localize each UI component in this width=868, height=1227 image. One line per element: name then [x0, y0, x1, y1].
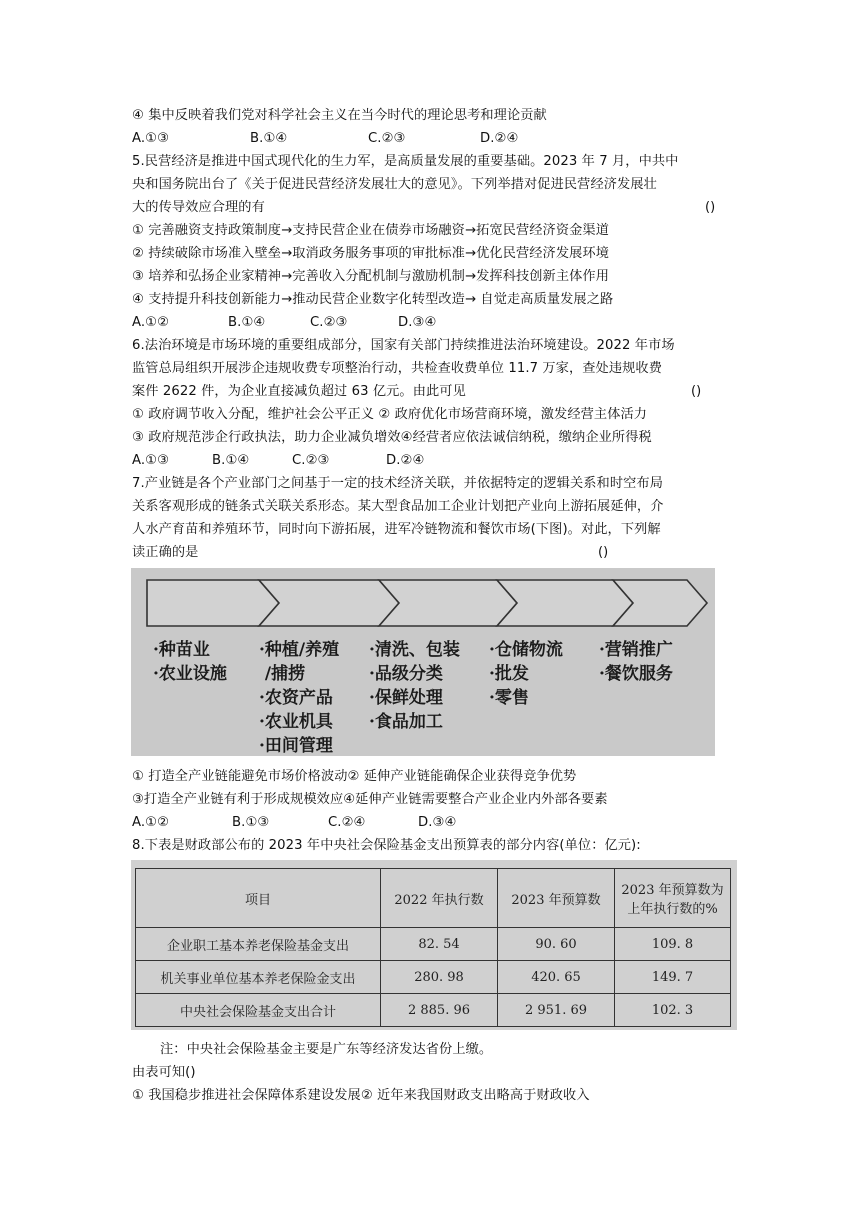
- q5-options: [132, 314, 436, 332]
- q6-statement-line-1: ① 政府调节收入分配，维护社会公平正义 ② 政府优化市场营商环境，激发经营主体活力: [132, 407, 648, 422]
- q6-option-c: C.②③: [292, 453, 330, 468]
- q4-option-d: D.②④: [480, 131, 519, 146]
- stage-item: /捕捞: [259, 664, 306, 684]
- stage-item: ·零售: [489, 688, 529, 708]
- row-2022: 2 885. 96: [381, 994, 498, 1027]
- stage-item: ·批发: [489, 664, 529, 684]
- q6-stem-line-3: 案件 2622 件，为企业直接减负超过 63 亿元。由此可见: [132, 384, 466, 399]
- q8-lead: 由表可知(): [132, 1065, 196, 1080]
- industry-chain-figure: [131, 568, 715, 756]
- q7-answer-paren: (): [598, 545, 609, 560]
- chain-arrow-4: [497, 580, 633, 626]
- q6-option-a: A.①③: [132, 453, 170, 468]
- table-header-row: [136, 869, 731, 928]
- q6-options: [132, 452, 424, 470]
- row-item: 机关事业单位基本养老保险金支出: [136, 961, 381, 994]
- q6-option-d: D.②④: [386, 453, 425, 468]
- q5-stem-line-3: 大的传导效应合理的有: [132, 200, 265, 215]
- q5-statement-4: ④ 支持提升科技创新能力→推动民营企业数字化转型改造→ 自觉走高质量发展之路: [132, 292, 614, 307]
- q5-statement-3: ③ 培养和弘扬企业家精神→完善收入分配机制与激励机制→发挥科技创新主体作用: [132, 269, 609, 284]
- row-2023: 420. 65: [498, 961, 615, 994]
- q4-statement-4: ④ 集中反映着我们党对科学社会主义在当今时代的理论思考和理论贡献: [132, 108, 547, 123]
- row-ratio: 149. 7: [615, 961, 731, 994]
- header-ratio-line-1: 2023 年预算数为: [621, 883, 724, 898]
- header-item: 项目: [136, 869, 381, 928]
- q4-options: [132, 130, 518, 148]
- stage-item: ·农资产品: [259, 688, 333, 708]
- stage-seedling: [153, 638, 227, 686]
- header-ratio-line-2: 上年执行数的%: [627, 902, 718, 917]
- stage-item: ·营销推广: [599, 640, 673, 660]
- budget-table-image: [131, 860, 737, 1030]
- row-ratio: 102. 3: [615, 994, 731, 1027]
- header-2022: 2022 年执行数: [381, 869, 498, 928]
- q6-statement-line-2: ③ 政府规范涉企行政执法，助力企业减负增效④经营者应依法诚信纳税，缴纳企业所得税: [132, 430, 652, 445]
- stage-item: ·餐饮服务: [599, 664, 673, 684]
- stage-item: ·仓储物流: [489, 640, 563, 660]
- stage-logistics: [489, 638, 563, 710]
- stage-item: ·农业机具: [259, 712, 333, 732]
- q7-stem-line-3: 人水产育苗和养殖环节，同时向下游拓展，进军冷链物流和餐饮市场(下图)。对此，下列解: [132, 522, 661, 537]
- stage-marketing: [599, 638, 673, 686]
- stage-item: ·清洗、包装: [369, 640, 460, 660]
- header-2023: 2023 年预算数: [498, 869, 615, 928]
- q6-stem-line-2: 监管总局组织开展涉企违规收费专项整治行动，共检查收费单位 11.7 万家，查处违规收费: [132, 361, 662, 376]
- budget-table: [135, 868, 731, 1027]
- q6-answer-paren: (): [691, 384, 702, 399]
- q7-option-c: C.②④: [328, 815, 366, 830]
- row-item: 中央社会保险基金支出合计: [136, 994, 381, 1027]
- stage-item: ·田间管理: [259, 736, 333, 756]
- q5-statement-1: ① 完善融资支持政策制度→支持民营企业在债券市场融资→拓宽民营经济资金渠道: [132, 223, 609, 238]
- q6-option-b: B.①④: [212, 453, 250, 468]
- q5-option-c: C.②③: [310, 315, 348, 330]
- stage-item: ·品级分类: [369, 664, 443, 684]
- q7-stem-line-1: 7.产业链是各个产业部门之间基于一定的技术经济关联，并依据特定的逻辑关系和时空布局: [132, 476, 663, 491]
- q7-stem-line-4: 读正确的是: [132, 545, 199, 560]
- q7-option-d: D.③④: [418, 815, 457, 830]
- q7-statement-line-1: ① 打造全产业链能避免市场价格波动② 延伸产业链能确保企业获得竞争优势: [132, 769, 577, 784]
- q4-option-b: B.①④: [250, 131, 288, 146]
- q4-option-a: A.①③: [132, 131, 170, 146]
- q7-option-a: A.①②: [132, 815, 170, 830]
- q5-stem-line-2: 央和国务院出台了《关于促进民营经济发展壮大的意见》。下列举措对促进民营经济发展壮: [132, 177, 657, 192]
- q5-option-b: B.①④: [228, 315, 266, 330]
- q7-statement-line-2: ③打造全产业链有利于形成规模效应④延伸产业链需要整合产业企业内外部各要素: [132, 792, 608, 807]
- table-row: [136, 994, 731, 1027]
- q5-stem-line-1: 5.民营经济是推进中国式现代化的生力军，是高质量发展的重要基础。2023 年 7 月，中共中: [132, 154, 679, 169]
- row-item: 企业职工基本养老保险基金支出: [136, 928, 381, 961]
- stage-processing: [369, 638, 460, 734]
- header-ratio: [615, 869, 731, 928]
- q5-option-d: D.③④: [398, 315, 437, 330]
- q6-stem-line-1: 6.法治环境是市场环境的重要组成部分，国家有关部门持续推进法治环境建设。2022 年市场: [132, 338, 675, 353]
- stage-item: ·种植/养殖: [259, 640, 340, 660]
- q5-option-a: A.①②: [132, 315, 170, 330]
- row-2023: 2 951. 69: [498, 994, 615, 1027]
- q7-stem-line-2: 关系客观形成的链条式关联关系形态。某大型食品加工企业计划把产业向上游拓展延伸，介: [132, 499, 664, 514]
- chain-arrow-1: [147, 580, 279, 626]
- stage-item: ·食品加工: [369, 712, 443, 732]
- q8-statement-line-1: ① 我国稳步推进社会保障体系建设发展② 近年来我国财政支出略高于财政收入: [132, 1088, 590, 1103]
- stage-item: ·农业设施: [153, 664, 227, 684]
- chain-arrow-2: [259, 580, 399, 626]
- q5-answer-paren: (): [705, 200, 716, 215]
- stage-item: ·种苗业: [153, 640, 210, 660]
- q7-options: [132, 814, 456, 832]
- chain-arrow-3: [379, 580, 517, 626]
- q8-stem: 8.下表是财政部公布的 2023 年中央社会保险基金支出预算表的部分内容(单位：亿元):: [132, 838, 641, 853]
- q7-option-b: B.①③: [232, 815, 270, 830]
- q4-option-c: C.②③: [368, 131, 406, 146]
- table-row: [136, 928, 731, 961]
- row-2023: 90. 60: [498, 928, 615, 961]
- row-2022: 82. 54: [381, 928, 498, 961]
- stage-item: ·保鲜处理: [369, 688, 443, 708]
- row-2022: 280. 98: [381, 961, 498, 994]
- table-row: [136, 961, 731, 994]
- q5-statement-2: ② 持续破除市场准入壁垒→取消政务服务事项的审批标准→优化民营经济发展环境: [132, 246, 609, 261]
- stage-farming: [259, 638, 339, 756]
- row-ratio: 109. 8: [615, 928, 731, 961]
- q8-table-note: 注：中央社会保险基金主要是广东等经济发达省份上缴。: [160, 1042, 493, 1057]
